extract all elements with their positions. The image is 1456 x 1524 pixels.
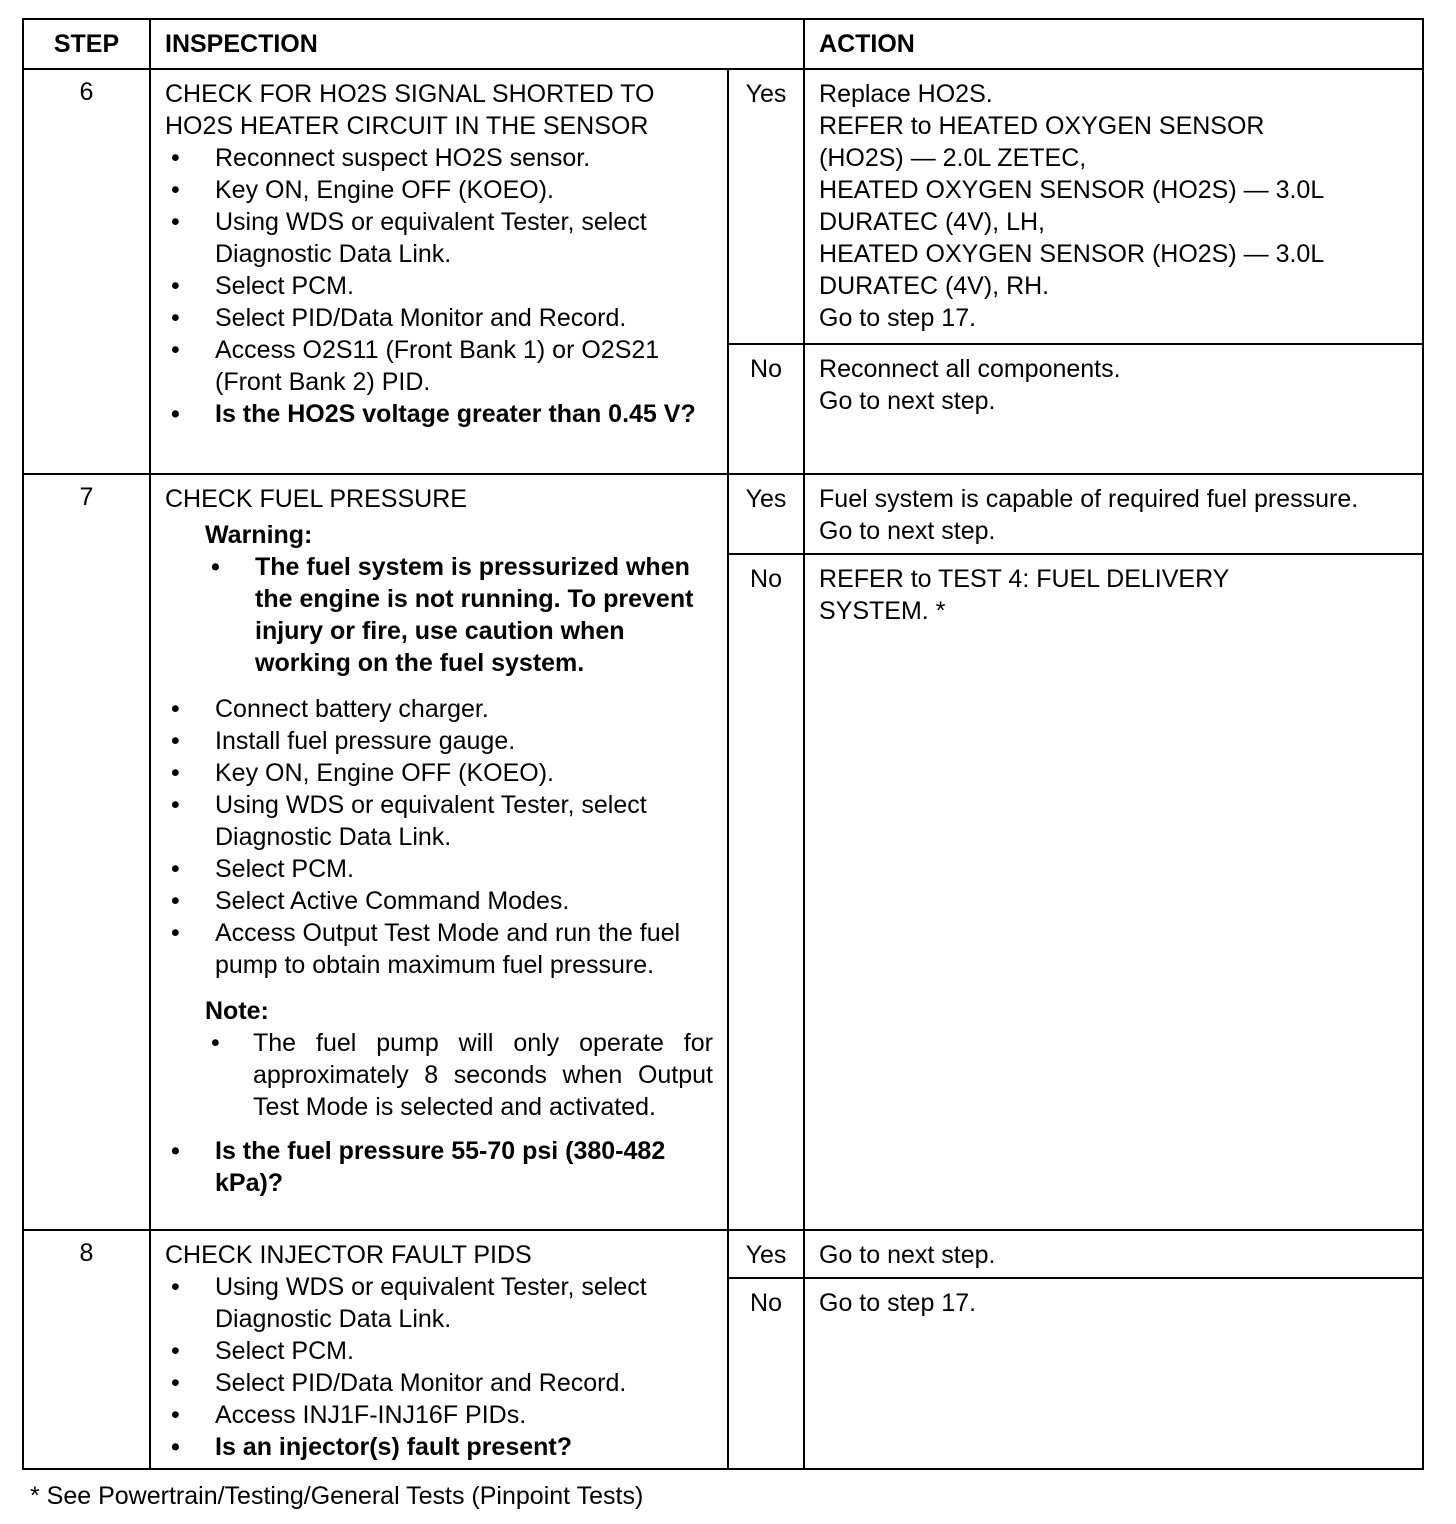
step-number: 6 — [23, 69, 150, 474]
action-line: Go to next step. — [819, 1241, 996, 1270]
warning-text: • The fuel system is pressurized when the engine is not running. To prevent injury or fire, use caution when working on the fuel system. — [205, 551, 713, 679]
no-label: No — [728, 554, 804, 1230]
note-text: • The fuel pump will only operate for approximately 8 seconds when Output Test Mode is selected and activated. — [205, 1027, 713, 1123]
list-item: • Access Output Test Mode and run the fuel pump to obtain maximum fuel pressure. — [165, 917, 713, 981]
list-item: • Using WDS or equivalent Tester, select Diagnostic Data Link. — [165, 1271, 713, 1335]
list-item: • Reconnect suspect HO2S sensor. — [165, 142, 713, 174]
action-line: Fuel system is capable of required fuel pressure. — [819, 485, 1359, 514]
action-line: Replace HO2S. — [819, 80, 993, 109]
list-item: • Key ON, Engine OFF (KOEO). — [165, 757, 713, 789]
note-title: Note: — [205, 997, 269, 1026]
inspection-title: HO2S HEATER CIRCUIT IN THE SENSOR — [165, 112, 649, 141]
no-label: No — [728, 1278, 804, 1469]
action-line: Reconnect all components. — [819, 354, 1121, 383]
no-label: No — [728, 344, 804, 474]
yes-action — [804, 69, 1423, 344]
inspection-title: CHECK FOR HO2S SIGNAL SHORTED TO — [165, 80, 655, 109]
header-action: ACTION — [804, 19, 1423, 69]
action-line: Go to step 17. — [819, 1289, 977, 1318]
footnote: * See Powertrain/Testing/General Tests (Pinpoint Tests) — [30, 1482, 644, 1510]
yes-action — [804, 474, 1423, 554]
step-number: 8 — [23, 1230, 150, 1469]
step-8-yes-row — [23, 1230, 1423, 1278]
step-6-yes-row — [23, 69, 1423, 344]
list-item: • Select PCM. — [165, 853, 713, 885]
list-item: • Key ON, Engine OFF (KOEO). — [165, 174, 713, 206]
warning-block — [165, 519, 713, 679]
action-line: REFER to TEST 4: FUEL DELIVERY — [819, 565, 1230, 594]
inspection-question: • Is the HO2S voltage greater than 0.45 V? — [165, 398, 713, 430]
inspection-question: • Is the fuel pressure 55-70 psi (380-482 kPa)? — [165, 1135, 713, 1199]
action-line: Go to next step. — [819, 386, 996, 415]
step-number: 7 — [23, 474, 150, 1230]
note-block — [165, 995, 713, 1123]
inspection-question: • Is an injector(s) fault present? — [165, 1431, 713, 1463]
inspection-cell — [150, 69, 728, 474]
no-action — [804, 554, 1423, 1230]
list-item: • Select PCM. — [165, 1335, 713, 1367]
note-list — [205, 1027, 713, 1123]
step-7-yes-row — [23, 474, 1423, 554]
action-line: (HO2S) — 2.0L ZETEC, — [819, 144, 1087, 173]
inspection-bullets — [165, 1271, 713, 1463]
diagnostic-table — [22, 18, 1424, 1470]
list-item: • Select PID/Data Monitor and Record. — [165, 1367, 713, 1399]
list-item: • Using WDS or equivalent Tester, select Diagnostic Data Link. — [165, 789, 713, 853]
action-line: HEATED OXYGEN SENSOR (HO2S) — 3.0L — [819, 240, 1325, 269]
yes-label: Yes — [728, 69, 804, 344]
inspection-bullets — [165, 142, 713, 430]
header-step: STEP — [23, 19, 150, 69]
list-item: • Using WDS or equivalent Tester, select Diagnostic Data Link. — [165, 206, 713, 270]
action-line: REFER to HEATED OXYGEN SENSOR — [819, 112, 1265, 141]
action-line: HEATED OXYGEN SENSOR (HO2S) — 3.0L — [819, 176, 1325, 205]
list-item: • Connect battery charger. — [165, 693, 713, 725]
list-item: • Select PCM. — [165, 270, 713, 302]
inspection-bullets — [165, 693, 713, 981]
action-line: Go to next step. — [819, 517, 996, 546]
warning-list — [205, 551, 713, 679]
yes-label: Yes — [728, 474, 804, 554]
question-list — [165, 1135, 713, 1199]
list-item: • Select PID/Data Monitor and Record. — [165, 302, 713, 334]
yes-label: Yes — [728, 1230, 804, 1278]
no-action — [804, 1278, 1423, 1469]
action-line: DURATEC (4V), RH. — [819, 272, 1050, 301]
list-item: • Access O2S11 (Front Bank 1) or O2S21 (Front Bank 2) PID. — [165, 334, 713, 398]
yes-action — [804, 1230, 1423, 1278]
list-item: • Install fuel pressure gauge. — [165, 725, 713, 757]
inspection-cell — [150, 474, 728, 1230]
header-row — [23, 19, 1423, 69]
inspection-title: CHECK INJECTOR FAULT PIDS — [165, 1241, 532, 1270]
action-line: Go to step 17. — [819, 304, 977, 333]
warning-title: Warning: — [205, 521, 313, 550]
no-action — [804, 344, 1423, 474]
action-line: DURATEC (4V), LH, — [819, 208, 1045, 237]
inspection-title: CHECK FUEL PRESSURE — [165, 485, 467, 514]
header-inspection: INSPECTION — [150, 19, 804, 69]
inspection-cell — [150, 1230, 728, 1469]
action-line: SYSTEM. * — [819, 597, 946, 626]
list-item: • Select Active Command Modes. — [165, 885, 713, 917]
list-item: • Access INJ1F-INJ16F PIDs. — [165, 1399, 713, 1431]
